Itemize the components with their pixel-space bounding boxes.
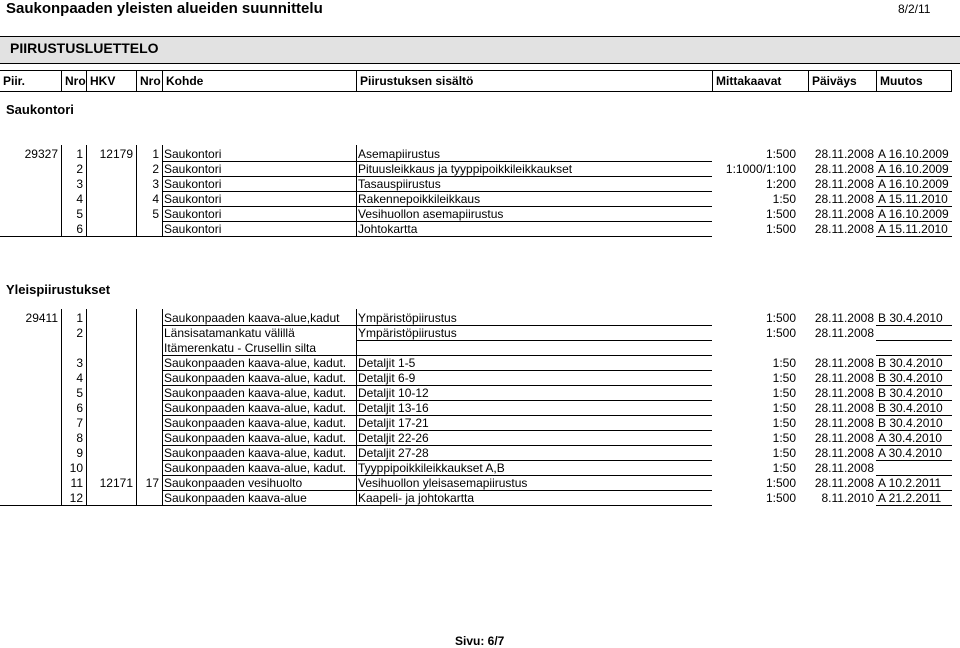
table-row (0, 341, 952, 356)
row-rule (356, 191, 712, 192)
cell-kohde: Saukonpaaden kaava-alue, kadut. (164, 416, 347, 430)
table-row (0, 356, 952, 371)
cell-muutos: A 16.10.2009 (878, 147, 949, 161)
cell-muutos: B 30.4.2010 (878, 356, 943, 370)
cell-paivays: 28.11.2008 (814, 192, 874, 206)
col-header-paivays: Päiväys (808, 71, 876, 91)
col-header-hkv: HKV (86, 71, 136, 91)
table-row (0, 222, 952, 237)
row-rule (162, 206, 356, 207)
cell-piir: 29411 (25, 311, 58, 325)
cell-muutos: A 16.10.2009 (878, 207, 949, 221)
cell-nro2: 5 (152, 207, 159, 221)
cell-hkv (86, 371, 136, 386)
cell-mitta: 1:500 (765, 207, 796, 221)
cell-nro: 4 (76, 192, 83, 206)
list-title: PIIRUSTUSLUETTELO (10, 40, 159, 56)
row-rule (162, 191, 356, 192)
row-rule (356, 385, 712, 386)
column-divider (136, 145, 137, 237)
table-row (0, 461, 952, 476)
cell-paivays: 28.11.2008 (814, 401, 874, 415)
cell-sisalto: Detaljit 17-21 (358, 416, 429, 430)
column-divider (356, 309, 357, 506)
row-rule (356, 221, 712, 222)
cell-nro2 (136, 222, 162, 237)
col-header-piir: Piir. (3, 74, 26, 88)
cell-nro2 (136, 461, 162, 476)
table-row (0, 446, 952, 461)
cell-mitta: 1:50 (772, 431, 796, 445)
cell-mitta: 1:500 (765, 147, 796, 161)
cell-muutos (876, 326, 952, 341)
cell-nro2 (136, 416, 162, 431)
table-row (0, 476, 952, 491)
table-row (0, 162, 952, 177)
cell-kohde: Länsisatamankatu välillä (164, 326, 295, 340)
cell-muutos: A 30.4.2010 (878, 431, 943, 445)
cell-hkv (86, 386, 136, 401)
table-row (0, 491, 952, 506)
cell-muutos: A 15.11.2010 (878, 222, 948, 236)
cell-paivays (808, 341, 876, 356)
cell-paivays: 28.11.2008 (814, 386, 874, 400)
cell-paivays: 28.11.2008 (814, 207, 874, 221)
cell-sisalto: Tyyppipoikkileikkaukset A,B (358, 461, 505, 475)
row-rule (876, 221, 952, 222)
cell-sisalto: Johtokartta (358, 222, 418, 236)
cell-hkv (86, 461, 136, 476)
row-rule (162, 490, 356, 491)
cell-sisalto: Detaljit 27-28 (358, 446, 429, 460)
cell-paivays: 28.11.2008 (814, 311, 874, 325)
row-rule (876, 340, 952, 341)
row-rule (876, 206, 952, 207)
cell-mitta: 1:50 (772, 416, 796, 430)
cell-nro2: 4 (152, 192, 159, 206)
row-rule (876, 445, 952, 446)
cell-piir (0, 446, 61, 461)
cell-kohde: Saukontori (164, 222, 222, 236)
row-rule (162, 460, 356, 461)
cell-nro: 9 (76, 446, 83, 460)
cell-nro: 3 (76, 356, 83, 370)
cell-sisalto: Ympäristöpiirustus (358, 311, 457, 325)
cell-hkv (86, 401, 136, 416)
cell-hkv (86, 446, 136, 461)
row-rule (876, 176, 952, 177)
cell-mitta: 1:1000/1:100 (725, 162, 796, 176)
cell-paivays: 28.11.2008 (814, 356, 874, 370)
cell-hkv: 12179 (99, 147, 133, 161)
column-divider (162, 309, 163, 506)
cell-sisalto: Rakennepoikkileikkaus (358, 192, 481, 206)
cell-nro: 2 (76, 162, 83, 176)
cell-nro: 2 (76, 326, 83, 340)
cell-piir (0, 401, 61, 416)
row-rule (162, 355, 356, 356)
row-rule (876, 370, 952, 371)
cell-muutos (876, 341, 952, 356)
cell-paivays: 28.11.2008 (814, 147, 874, 161)
cell-hkv (86, 356, 136, 371)
column-divider (86, 309, 87, 506)
cell-mitta: 1:50 (772, 386, 796, 400)
row-rule (162, 415, 356, 416)
col-header-nro2: Nro (136, 71, 162, 91)
cell-muutos: B 30.4.2010 (878, 416, 943, 430)
cell-mitta: 1:50 (772, 461, 796, 475)
cell-hkv (86, 491, 136, 506)
cell-piir (0, 326, 61, 341)
row-rule (356, 505, 712, 506)
row-rule (356, 355, 712, 356)
cell-hkv (86, 416, 136, 431)
cell-muutos: B 30.4.2010 (878, 311, 943, 325)
cell-piir (0, 476, 61, 491)
row-rule (356, 340, 712, 341)
cell-piir (0, 222, 61, 237)
row-rule (876, 385, 952, 386)
cell-kohde: Itämerenkatu - Crusellin silta (164, 341, 317, 355)
cell-nro2: 1 (152, 147, 159, 161)
cell-hkv (86, 431, 136, 446)
cell-piir (0, 341, 61, 356)
row-rule (356, 415, 712, 416)
cell-nro2 (136, 326, 162, 341)
row-rule (356, 475, 712, 476)
row-rule (876, 400, 952, 401)
cell-nro: 8 (76, 431, 83, 445)
cell-sisalto: Detaljit 10-12 (358, 386, 429, 400)
row-rule (162, 236, 356, 237)
row-rule (162, 161, 356, 162)
table-row (0, 431, 952, 446)
cell-paivays: 28.11.2008 (814, 162, 874, 176)
cell-hkv (86, 341, 136, 356)
table-row (0, 371, 952, 386)
cell-sisalto (356, 341, 712, 356)
cell-nro2 (136, 386, 162, 401)
cell-sisalto: Detaljit 13-16 (358, 401, 429, 415)
cell-paivays: 28.11.2008 (814, 431, 874, 445)
cell-kohde: Saukonpaaden kaava-alue, kadut. (164, 446, 347, 460)
cell-nro2: 17 (145, 476, 159, 490)
row-rule (162, 445, 356, 446)
cell-piir (0, 416, 61, 431)
row-rule (162, 505, 356, 506)
cell-nro: 6 (76, 401, 83, 415)
column-divider (61, 145, 62, 237)
cell-sisalto: Pituusleikkaus ja tyyppipoikkileikkaukset (358, 162, 573, 176)
cell-nro: 12 (69, 491, 83, 505)
cell-kohde: Saukonpaaden kaava-alue, kadut. (164, 386, 347, 400)
row-rule (356, 325, 712, 326)
row-rule (876, 490, 952, 491)
cell-mitta: 1:500 (765, 222, 796, 236)
cell-kohde: Saukonpaaden kaava-alue, kadut. (164, 461, 347, 475)
cell-nro: 7 (76, 416, 83, 430)
cell-nro2 (136, 311, 162, 326)
cell-sisalto: Vesihuollon asemapiirustus (358, 207, 504, 221)
document-date: 8/2/11 (898, 2, 931, 16)
row-rule (356, 176, 712, 177)
cell-nro: 11 (70, 476, 83, 490)
cell-mitta: 1:50 (772, 192, 796, 206)
row-rule (876, 236, 952, 237)
cell-paivays: 28.11.2008 (814, 461, 874, 475)
cell-sisalto: Kaapeli- ja johtokartta (358, 491, 475, 505)
table-row (0, 207, 952, 222)
cell-nro (61, 341, 86, 356)
cell-piir (0, 491, 61, 506)
table-row (0, 311, 952, 326)
cell-sisalto: Asemapiirustus (358, 147, 441, 161)
cell-paivays: 28.11.2008 (814, 371, 874, 385)
section-title-saukontori: Saukontori (6, 102, 74, 117)
row-rule (162, 475, 356, 476)
cell-sisalto: Tasauspiirustus (358, 177, 441, 191)
row-rule (356, 490, 712, 491)
cell-nro2 (136, 431, 162, 446)
document-title: Saukonpaaden yleisten alueiden suunnittelu (6, 0, 323, 17)
row-rule (162, 325, 356, 326)
row-rule (876, 430, 952, 431)
cell-muutos: A 16.10.2009 (878, 162, 949, 176)
cell-nro: 5 (76, 207, 83, 221)
cell-hkv (86, 311, 136, 326)
cell-paivays: 28.11.2008 (814, 416, 874, 430)
cell-piir (0, 461, 61, 476)
cell-paivays: 28.11.2008 (814, 446, 874, 460)
cell-paivays: 28.11.2008 (814, 326, 874, 340)
table-row (0, 401, 952, 416)
table-row (0, 416, 952, 431)
cell-piir (0, 356, 61, 371)
cell-kohde: Saukontori (164, 162, 222, 176)
row-rule (876, 325, 952, 326)
cell-mitta: 1:500 (765, 476, 796, 490)
row-rule (162, 430, 356, 431)
cell-sisalto: Detaljit 22-26 (358, 431, 429, 445)
table-row (0, 147, 952, 162)
col-header-mittakaavat: Mittakaavat (712, 71, 808, 91)
table-bottom-rule (0, 505, 162, 506)
row-rule (162, 385, 356, 386)
row-rule (876, 191, 952, 192)
column-divider (86, 145, 87, 237)
cell-piir (0, 386, 61, 401)
table-row (0, 192, 952, 207)
row-rule (356, 161, 712, 162)
cell-nro: 5 (76, 386, 83, 400)
cell-hkv (86, 326, 136, 341)
cell-muutos: B 30.4.2010 (878, 401, 943, 415)
cell-sisalto: Detaljit 6-9 (358, 371, 416, 385)
cell-muutos: A 30.4.2010 (878, 446, 943, 460)
cell-kohde: Saukonpaaden kaava-alue,kadut (164, 311, 340, 325)
cell-kohde: Saukonpaaden kaava-alue, kadut. (164, 371, 347, 385)
row-rule (876, 460, 952, 461)
cell-piir (0, 192, 61, 207)
cell-mitta: 1:50 (772, 401, 796, 415)
cell-kohde: Saukontori (164, 147, 222, 161)
cell-hkv: 12171 (99, 476, 133, 490)
cell-kohde: Saukonpaaden kaava-alue, kadut. (164, 356, 347, 370)
cell-hkv (86, 222, 136, 237)
row-rule (356, 400, 712, 401)
row-rule (356, 236, 712, 237)
cell-hkv (86, 177, 136, 192)
table-row (0, 177, 952, 192)
col-header-nro: Nro (61, 71, 86, 91)
cell-nro: 10 (69, 461, 83, 475)
row-rule (162, 221, 356, 222)
row-rule (876, 475, 952, 476)
cell-kohde: Saukontori (164, 207, 222, 221)
cell-mitta: 1:50 (772, 356, 796, 370)
cell-kohde: Saukonpaaden vesihuolto (164, 476, 303, 490)
cell-mitta: 1:50 (772, 446, 796, 460)
cell-muutos: B 30.4.2010 (878, 386, 943, 400)
cell-kohde: Saukontori (164, 177, 222, 191)
cell-mitta: 1:500 (765, 311, 796, 325)
cell-nro2 (136, 446, 162, 461)
col-header-sisalto: Piirustuksen sisältö (356, 71, 712, 91)
cell-sisalto: Vesihuollon yleisasemapiirustus (358, 476, 528, 490)
column-divider (61, 309, 62, 506)
cell-piir: 29327 (24, 147, 58, 161)
cell-piir (0, 177, 61, 192)
col-header-kohde: Kohde (162, 71, 356, 91)
cell-nro2 (136, 371, 162, 386)
cell-nro2 (136, 356, 162, 371)
cell-mitta: 1:200 (765, 177, 796, 191)
cell-kohde: Saukonpaaden kaava-alue, kadut. (164, 401, 347, 415)
cell-sisalto: Detaljit 1-5 (358, 356, 416, 370)
cell-kohde: Saukonpaaden kaava-alue (164, 491, 307, 505)
cell-nro: 3 (76, 177, 83, 191)
row-rule (356, 370, 712, 371)
cell-nro2 (136, 341, 162, 356)
cell-hkv (86, 162, 136, 177)
cell-mitta (712, 341, 808, 356)
cell-kohde: Saukontori (164, 192, 222, 206)
cell-muutos: B 30.4.2010 (878, 371, 943, 385)
cell-muutos: A 10.2.2011 (878, 476, 942, 490)
cell-mitta: 1:500 (765, 326, 796, 340)
row-rule (876, 505, 952, 506)
row-rule (356, 206, 712, 207)
table-row (0, 386, 952, 401)
cell-sisalto: Ympäristöpiirustus (358, 326, 457, 340)
page-number: Sivu: 6/7 (455, 634, 505, 648)
cell-paivays: 8.11.2010 (821, 491, 874, 505)
column-header-row (0, 70, 952, 92)
cell-nro2 (136, 401, 162, 416)
row-rule (162, 400, 356, 401)
cell-muutos: A 16.10.2009 (878, 177, 949, 191)
column-divider (136, 309, 137, 506)
cell-paivays: 28.11.2008 (814, 222, 874, 236)
cell-mitta: 1:50 (772, 371, 796, 385)
cell-piir (0, 162, 61, 177)
row-rule (876, 355, 952, 356)
row-rule (162, 370, 356, 371)
row-rule (356, 445, 712, 446)
cell-kohde: Saukonpaaden kaava-alue, kadut. (164, 431, 347, 445)
cell-hkv (86, 192, 136, 207)
cell-paivays: 28.11.2008 (814, 476, 874, 490)
row-rule (356, 430, 712, 431)
cell-nro: 1 (76, 147, 83, 161)
row-rule (162, 176, 356, 177)
cell-piir (0, 371, 61, 386)
cell-mitta: 1:500 (765, 491, 796, 505)
cell-hkv (86, 207, 136, 222)
table-bottom-rule (0, 236, 162, 237)
row-rule (876, 161, 952, 162)
cell-muutos: A 21.2.2011 (878, 491, 942, 505)
row-rule (876, 415, 952, 416)
cell-nro2: 2 (152, 162, 159, 176)
cell-nro: 4 (76, 371, 83, 385)
cell-piir (0, 431, 61, 446)
cell-nro: 1 (76, 311, 83, 325)
cell-nro: 6 (76, 222, 83, 236)
section-title-yleispiirustukset: Yleispiirustukset (6, 282, 111, 297)
cell-muutos: A 15.11.2010 (878, 192, 948, 206)
col-header-muutos: Muutos (876, 71, 952, 91)
cell-nro2: 3 (152, 177, 159, 191)
row-rule (356, 460, 712, 461)
table-row (0, 326, 952, 341)
cell-nro2 (136, 491, 162, 506)
cell-piir (0, 207, 61, 222)
cell-muutos (876, 461, 952, 476)
cell-paivays: 28.11.2008 (814, 177, 874, 191)
